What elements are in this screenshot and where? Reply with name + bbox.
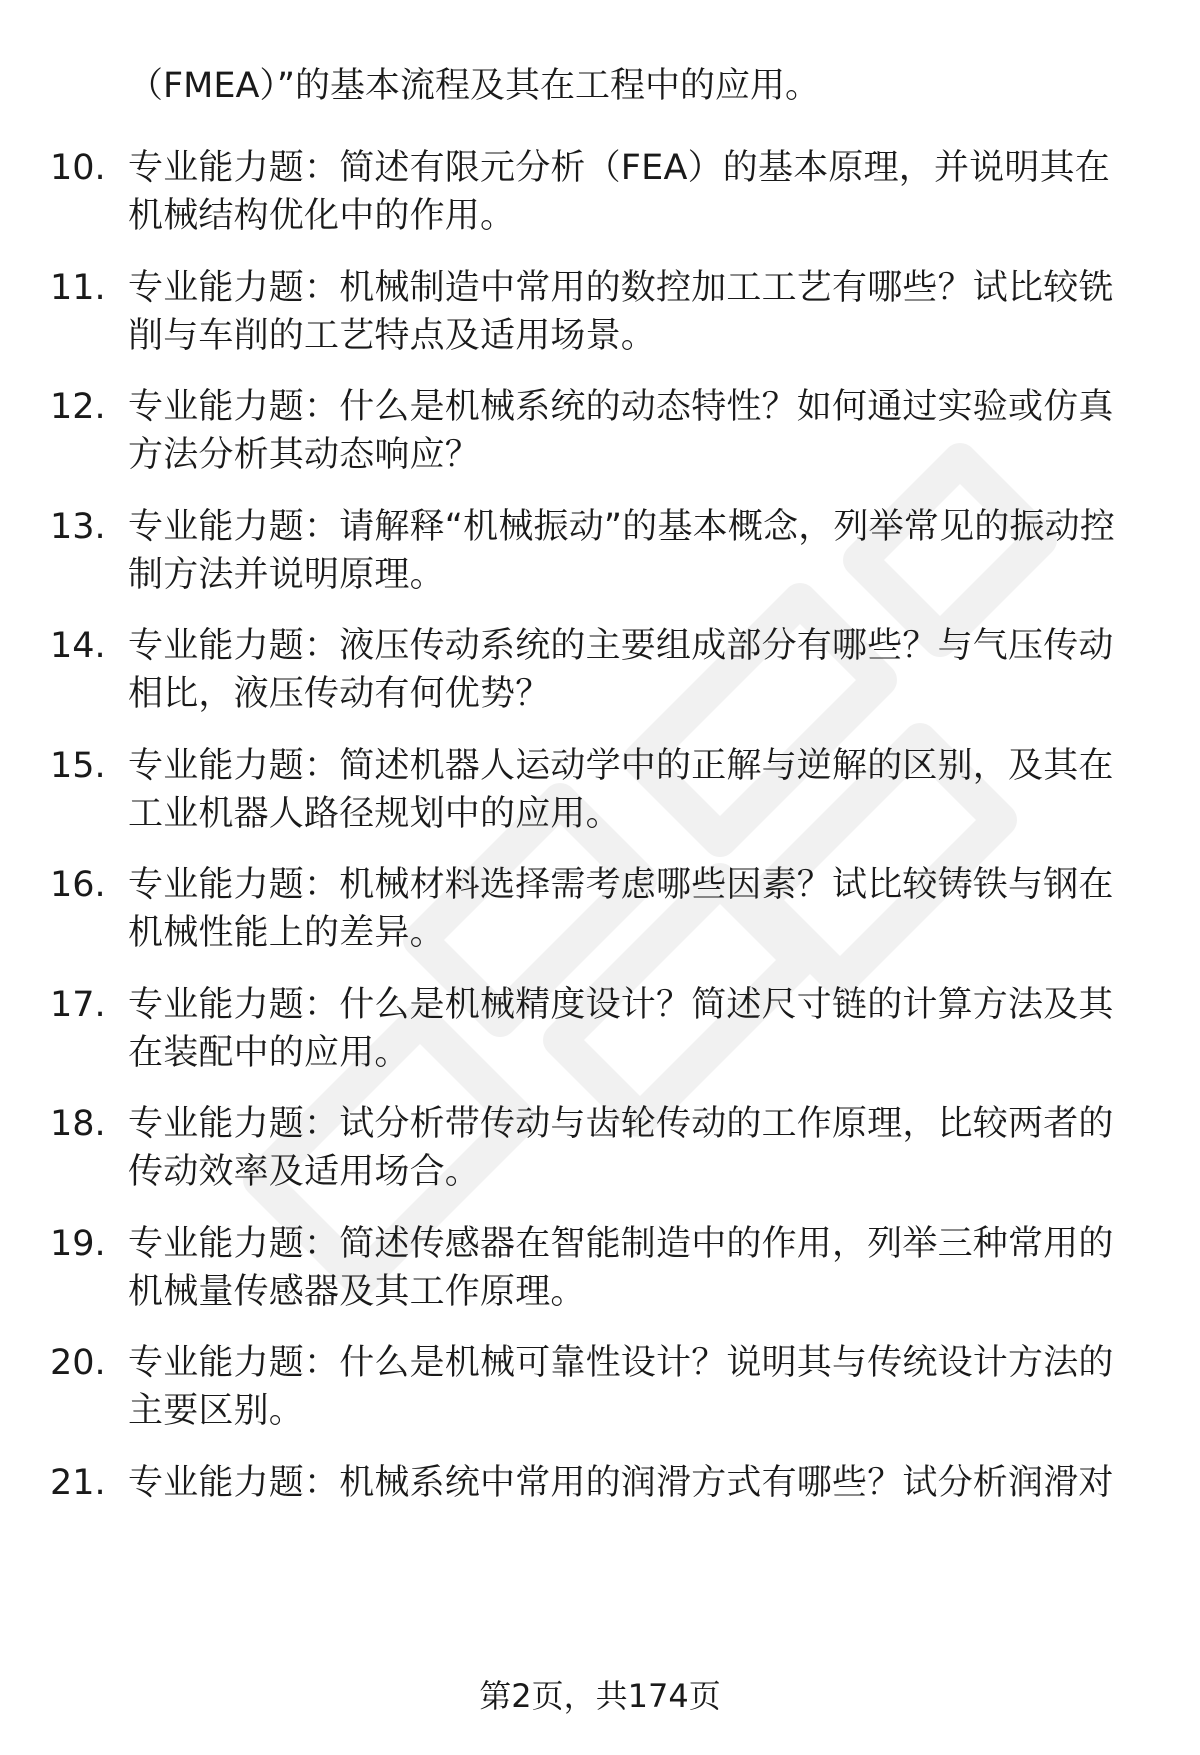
question-text: 专业能力题：什么是机械系统的动态特性？如何通过实验或仿真方法分析其动态响应？ (128, 387, 1114, 475)
question-number: 14. (50, 626, 106, 666)
question-item (0, 503, 1200, 603)
question-number: 10. (50, 148, 106, 188)
question-item (0, 742, 1200, 842)
question-number: 15. (50, 746, 106, 786)
question-text: 专业能力题：什么是机械可靠性设计？说明其与传统设计方法的主要区别。 (128, 1343, 1114, 1431)
question-item (0, 861, 1200, 961)
question-item (0, 264, 1200, 364)
question-item (0, 1100, 1200, 1200)
question-text: 专业能力题：机械系统中常用的润滑方式有哪些？试分析润滑对 (128, 1463, 1114, 1503)
question-item (0, 1339, 1200, 1439)
question-number: 17. (50, 985, 106, 1025)
question-text: 专业能力题：简述有限元分析（FEA）的基本原理，并说明其在机械结构优化中的作用。 (128, 148, 1110, 236)
question-text: 专业能力题：机械材料选择需考虑哪些因素？试比较铸铁与钢在机械性能上的差异。 (128, 865, 1114, 953)
question-number: 21. (50, 1463, 106, 1503)
question-item (0, 1459, 1200, 1511)
question-text: 专业能力题：简述传感器在智能制造中的作用，列举三种常用的机械量传感器及其工作原理。 (128, 1224, 1114, 1312)
question-item (0, 981, 1200, 1081)
question-number: 19. (50, 1224, 106, 1264)
question-number: 12. (50, 387, 106, 427)
question-text: 专业能力题：液压传动系统的主要组成部分有哪些？与气压传动相比，液压传动有何优势？ (128, 626, 1114, 714)
question-text: 专业能力题：简述机器人运动学中的正解与逆解的区别，及其在工业机器人路径规划中的应用。 (128, 746, 1114, 834)
question-number: 20. (50, 1343, 106, 1383)
question-number: 11. (50, 268, 106, 308)
question-text: 专业能力题：请解释“机械振动”的基本概念，列举常见的振动控制方法并说明原理。 (128, 507, 1116, 595)
question-item (0, 1220, 1200, 1320)
question-text: 专业能力题：什么是机械精度设计？简述尺寸链的计算方法及其在装配中的应用。 (128, 985, 1114, 1073)
question-text: 专业能力题：试分析带传动与齿轮传动的工作原理，比较两者的传动效率及适用场合。 (128, 1104, 1114, 1192)
question-item (0, 383, 1200, 483)
continued-question-text: （FMEA）”的基本流程及其在工程中的应用。 (128, 66, 821, 106)
question-item (0, 622, 1200, 722)
question-number: 18. (50, 1104, 106, 1144)
page-footer: 第2页，共174页 (479, 1677, 721, 1715)
question-number: 13. (50, 507, 106, 547)
question-item (0, 144, 1200, 244)
question-number: 16. (50, 865, 106, 905)
question-text: 专业能力题：机械制造中常用的数控加工工艺有哪些？试比较铣削与车削的工艺特点及适用场景。 (128, 268, 1114, 356)
